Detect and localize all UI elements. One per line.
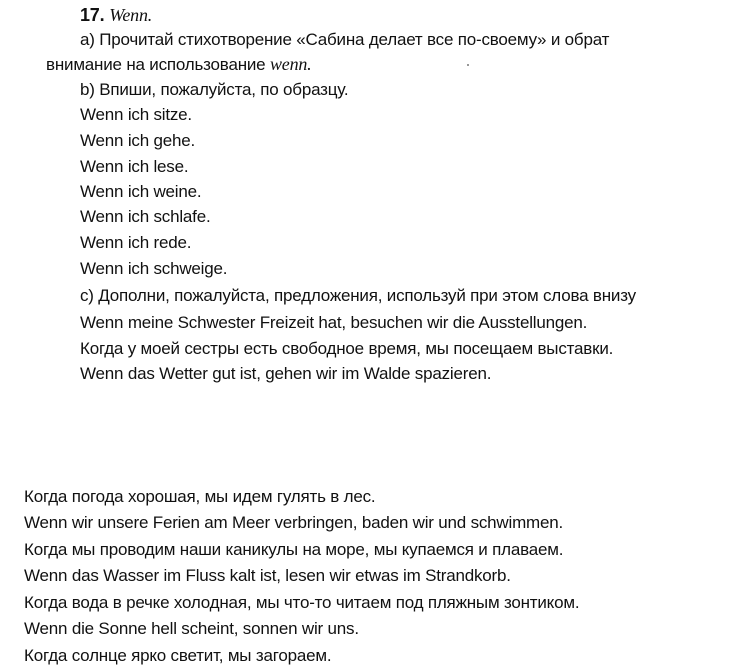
answer-line: Wenn das Wasser im Fluss kalt ist, lesen wir etwas im Strandkorb. — [24, 566, 511, 585]
task-c-line: Wenn das Wetter gut ist, gehen wir im Walde spazieren. — [80, 364, 492, 383]
sample-line: Wenn ich schlafe. — [80, 207, 211, 226]
answer-line: Когда солнце ярко светит, мы загораем. — [24, 646, 332, 665]
exercise-number: 17. — [80, 5, 105, 25]
answer-line: Когда мы проводим наши каникулы на море, мы купаемся и плаваем. — [24, 540, 564, 559]
sample-line: Wenn ich rede. — [80, 233, 192, 252]
sample-line: Wenn ich lese. — [80, 157, 189, 176]
sample-line: Wenn ich gehe. — [80, 131, 196, 150]
task-a-continuation — [46, 54, 311, 75]
answer-line: Wenn wir unsere Ferien am Meer verbringen, baden wir und schwimmen. — [24, 513, 564, 532]
sample-line: Wenn ich weine. — [80, 182, 202, 201]
answer-line: Когда вода в речке холодная, мы что-то читаем под пляжным зонтиком. — [24, 593, 580, 612]
task-a-text: а) Прочитай стихотворение «Сабина делает все по-своему» и обрат — [80, 30, 610, 49]
answer-line: Когда погода хорошая, мы идем гулять в лес. — [24, 487, 376, 506]
sample-line: Wenn ich sitze. — [80, 105, 192, 124]
task-c-line: Когда у моей сестры есть свободное время, мы посещаем выставки. — [80, 339, 614, 358]
speck — [467, 64, 469, 66]
exercise-heading — [80, 5, 152, 25]
exercise-word: Wenn. — [109, 5, 153, 25]
task-a-emphasis: wenn. — [269, 54, 312, 74]
task-c-text: с) Дополни, пожалуйста, предложения, используй при этом слова внизу — [80, 286, 636, 305]
answer-line: Wenn die Sonne hell scheint, sonnen wir uns. — [24, 619, 359, 638]
task-b-text: b) Впиши, пожалуйста, по образцу. — [80, 80, 349, 99]
task-c-line: Wenn meine Schwester Freizeit hat, besuchen wir die Ausstellungen. — [80, 313, 588, 332]
task-a-continuation-text: внимание на использование — [46, 55, 270, 74]
sample-line: Wenn ich schweige. — [80, 259, 228, 278]
